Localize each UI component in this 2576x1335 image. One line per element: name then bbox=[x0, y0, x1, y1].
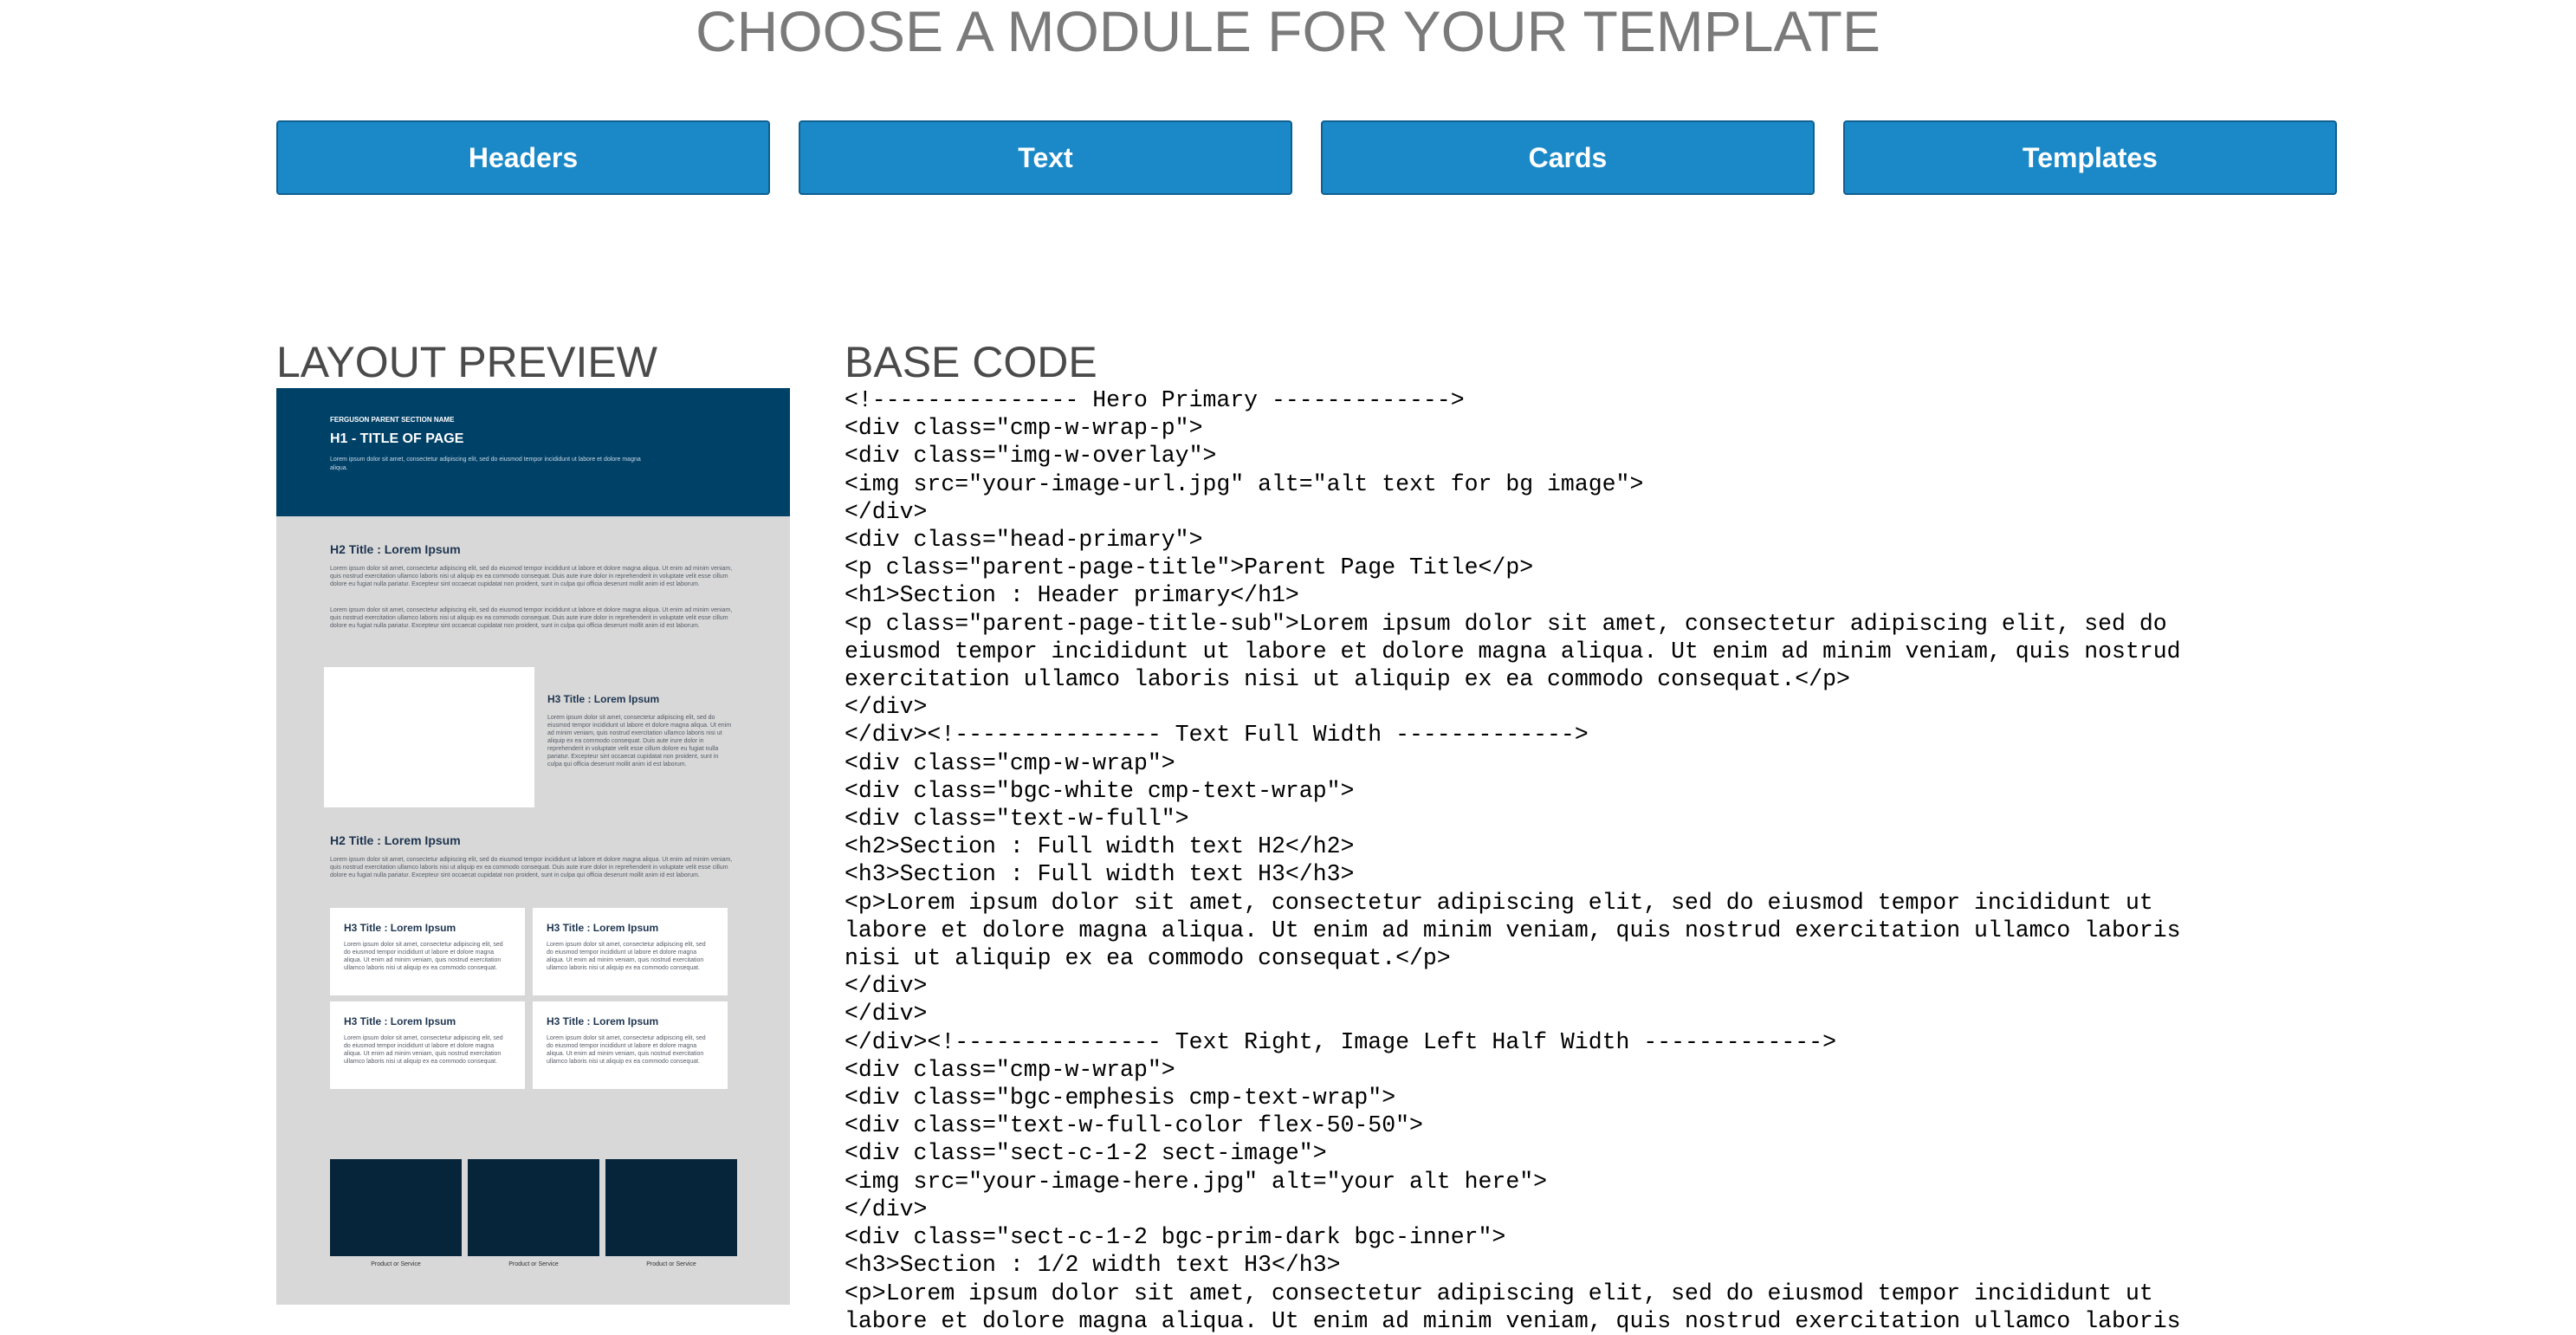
page-title: CHOOSE A MODULE FOR YOUR TEMPLATE bbox=[696, 0, 1880, 63]
base-code-block[interactable]: <!--------------- Hero Primary -------------> <div class="cmp-w-wrap-p"> <div class="img-w-overlay"> <img src="your-image-url.jpg" alt="alt text for bg image"> </div> <div class="head-primary"> <p class="parent-page-title">Parent Page Title</p> <h1>Section : Header primary</h1> <p class="parent-page-title-sub">Lorem ipsum dolor sit amet, consectetur adipiscing elit, sed do eiusmod tempor incididunt ut labore et dolore magna aliqua. Ut enim ad minim veniam, quis nostrud exercitation ullamco laboris nisi ut aliquip ex ea commodo consequat.</p> </div> </div><!--------------- Text Full Width -------------> <div class="cmp-w-wrap"> <div class="bgc-white cmp-text-wrap"> <div class="text-w-full"> <h2>Section : Full width text H2</h2> <h3>Section : Full width text H3</h3> <p>Lorem ipsum dolor sit amet, consectetur adipiscing elit, sed do eiusmod tempor incididunt ut labore et dolore magna aliqua. Ut enim ad minim veniam, quis nostrud exercitation ullamco laboris nisi ut aliquip ex ea commodo consequat.</p> </div> </div> </div><!--------------- Text Right, Image Left Half Width -------------> <div class="cmp-w-wrap"> <div class="bgc-emphesis cmp-text-wrap"> <div class="text-w-full-color flex-50-50"> <div class="sect-c-1-2 sect-image"> <img src="your-image-here.jpg" alt="your alt here"> </div> <div class="sect-c-1-2 bgc-prim-dark bgc-inner"> <h3>Section : 1/2 width text H3</h3> <p>Lorem ipsum dolor sit amet, consectetur adipiscing elit, sed do eiusmod tempor incididunt ut labore et dolore magna aliqua. Ut enim ad minim veniam, quis nostrud exercitation ullamco laboris bbox=[845, 387, 2181, 1334]
tab-headers[interactable]: Headers bbox=[276, 120, 770, 195]
preview-h3: H3 Title : Lorem Ipsum bbox=[547, 693, 660, 705]
preview-card-title: H3 Title : Lorem Ipsum bbox=[344, 1015, 456, 1027]
preview-card-title: H3 Title : Lorem Ipsum bbox=[344, 922, 456, 934]
preview-product-image bbox=[468, 1159, 599, 1256]
tab-text[interactable]: Text bbox=[799, 120, 1292, 195]
preview-paragraph: Lorem ipsum dolor sit amet, consectetur adipiscing elit, sed do eiusmod tempor incididunt ut labore et dolore magna aliqua. Ut enim ad minim veniam, quis nostrud exercitation ullamco laboris nisi ut aliquip ex ea commodo consequat. Duis aute irure dolor in reprehenderit in voluptate velit esse cillum dolore eu fugiat nulla pariatur. Excepteur sint occaecat cupidatat non proident, sunt in culpa qui officia deserunt mollit anim id est laborum. bbox=[330, 566, 733, 587]
preview-paragraph: Lorem ipsum dolor sit amet, consectetur adipiscing elit, sed do eiusmod tempor incididunt ut labore et dolore magna aliqua. Ut enim ad minim veniam, quis nostrud exercitation ullamco laboris nisi ut aliquip ex ea commodo consequat. Duis aute irure dolor in reprehenderit in voluptate velit esse cillum dolore eu fugiat nulla pariatur. Excepteur sint occaecat cupidatat non proident, sunt in culpa qui officia deserunt mollit anim id est laborum. bbox=[330, 607, 733, 629]
preview-parent-title: FERGUSON PARENT SECTION NAME bbox=[330, 416, 455, 424]
preview-card-title: H3 Title : Lorem Ipsum bbox=[547, 922, 659, 934]
tab-templates[interactable]: Templates bbox=[1843, 120, 2337, 195]
preview-image-placeholder bbox=[324, 667, 534, 807]
layout-preview-heading: LAYOUT PREVIEW bbox=[276, 338, 657, 386]
preview-h2: H2 Title : Lorem Ipsum bbox=[330, 833, 461, 847]
preview-card-title: H3 Title : Lorem Ipsum bbox=[547, 1015, 659, 1027]
preview-product-image bbox=[605, 1159, 737, 1256]
preview-card bbox=[330, 1001, 525, 1089]
preview-card-text: Lorem ipsum dolor sit amet, consectetur adipiscing elit, sed do eiusmod tempor incididunt ut labore et dolore magna aliqua. Ut enim ad minim veniam, quis nostrud exercitation ullamco laboris nisi ut aliquip ex ea commodo consequat. bbox=[547, 942, 706, 971]
preview-hero-subtitle: Lorem ipsum dolor sit amet, consectetur adipiscing elit, sed do eiusmod tempor incididunt ut labore et dolore magna aliqua. bbox=[330, 457, 641, 471]
module-tabs bbox=[276, 120, 2337, 195]
preview-card bbox=[533, 908, 728, 995]
preview-card-text: Lorem ipsum dolor sit amet, consectetur adipiscing elit, sed do eiusmod tempor incididunt ut labore et dolore magna aliqua. Ut enim ad minim veniam, quis nostrud exercitation ullamco laboris nisi ut aliquip ex ea commodo consequat. bbox=[547, 1035, 706, 1065]
preview-h2: H2 Title : Lorem Ipsum bbox=[330, 542, 461, 556]
preview-h1: H1 - TITLE OF PAGE bbox=[330, 431, 464, 446]
preview-card bbox=[330, 908, 525, 995]
preview-product-label: Product or Service bbox=[646, 1261, 696, 1267]
tab-cards[interactable]: Cards bbox=[1321, 120, 1815, 195]
preview-card-text: Lorem ipsum dolor sit amet, consectetur adipiscing elit, sed do eiusmod tempor incididunt ut labore et dolore magna aliqua. Ut enim ad minim veniam, quis nostrud exercitation ullamco laboris nisi ut aliquip ex ea commodo consequat. bbox=[344, 1035, 503, 1065]
preview-card bbox=[533, 1001, 728, 1089]
preview-hero bbox=[276, 388, 790, 516]
preview-product-label: Product or Service bbox=[508, 1261, 559, 1267]
preview-paragraph: Lorem ipsum dolor sit amet, consectetur adipiscing elit, sed do eiusmod tempor incididunt ut labore et dolore magna aliqua. Ut enim ad minim veniam, quis nostrud exercitation ullamco laboris nisi ut aliquip ex ea commodo consequat. Duis aute irure dolor in reprehenderit in voluptate velit esse cillum dolore eu fugiat nulla pariatur. Excepteur sint occaecat cupidatat non proident, sunt in culpa qui officia deserunt mollit anim id est laborum. bbox=[330, 857, 733, 878]
preview-card-text: Lorem ipsum dolor sit amet, consectetur adipiscing elit, sed do eiusmod tempor incididunt ut labore et dolore magna aliqua. Ut enim ad minim veniam, quis nostrud exercitation ullamco laboris nisi ut aliquip ex ea commodo consequat. bbox=[344, 942, 503, 971]
layout-preview bbox=[276, 388, 790, 1305]
preview-paragraph: Lorem ipsum dolor sit amet, consectetur adipiscing elit, sed do eiusmod tempor incididunt ut labore et dolore magna aliqua. Ut enim ad minim veniam, quis nostrud exercitation ullamco laboris nisi ut aliquip ex ea commodo consequat. Duis aute irure dolor in reprehenderit in voluptate velit esse cillum dolore eu fugiat nulla pariatur. Excepteur sint occaecat cupidatat non proident, sunt in culpa qui officia deserunt mollit anim id est laborum. bbox=[547, 715, 732, 768]
base-code-heading: BASE CODE bbox=[845, 338, 1097, 386]
preview-product-label: Product or Service bbox=[371, 1261, 421, 1267]
preview-product-image bbox=[330, 1159, 462, 1256]
